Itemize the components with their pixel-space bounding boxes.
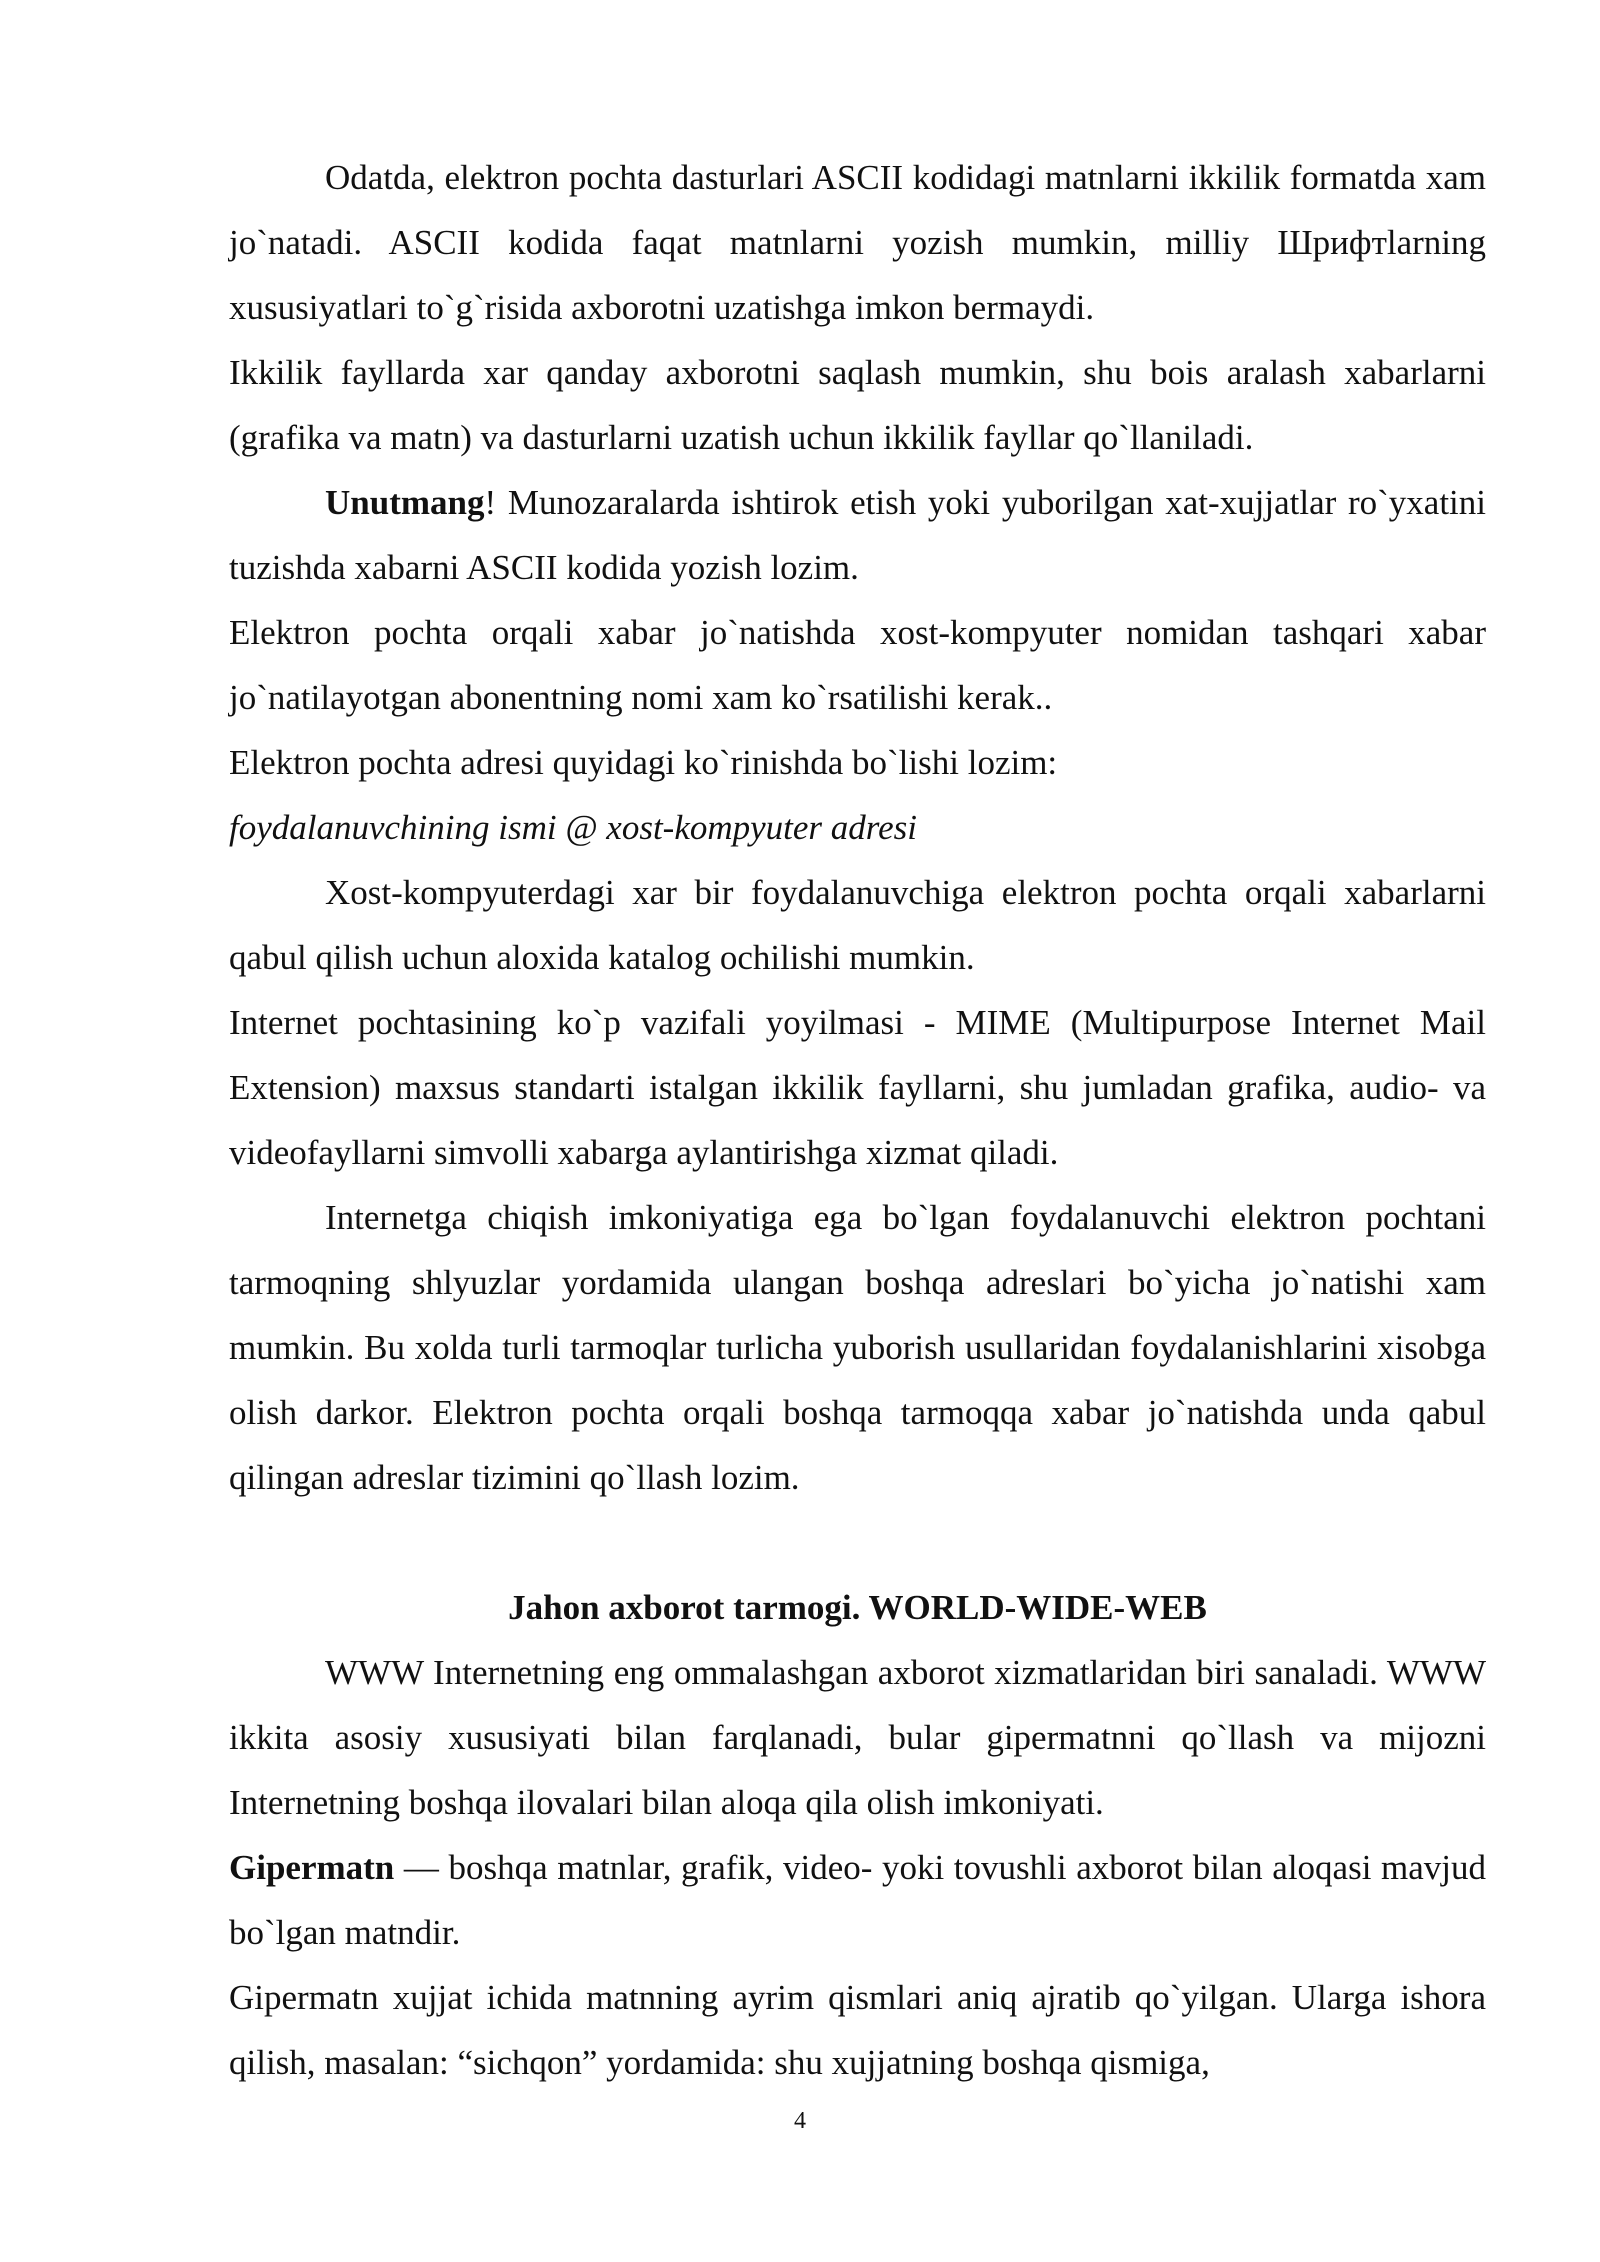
email-address-template: foydalanuvchining ismi @ xost-kompyuter adresi (229, 808, 918, 847)
section-heading: Jahon axborot tarmogi. WORLD-WIDE-WEB (508, 1588, 1207, 1627)
paragraph-ascii-formats: Odatda, elektron pochta dasturlari ASCII kodidagi matnlarni ikkilik formatda xam jo`natadi. ASCII kodida faqat matnlarni yozish mumkin, milliy Шрифтlarning xususiyatlari to`g`risida axborotni uzatishga imkon bermaydi. (229, 158, 1486, 327)
reminder-label: Unutmang (325, 483, 485, 522)
paragraph-gateways: Internetga chiqish imkoniyatiga ega bo`lgan foydalanuvchi elektron pochtani tarmoqning shlyuzlar yordamida ulangan boshqa adreslari bo`yicha jo`natishi xam mumkin. Bu xolda turli tarmoqlar turlicha yuborish usullaridan foydalanishlarini xisobga olish darkor. Elektron pochta orqali boshqa tarmoqqa xabar jo`natishda unda qabul qilingan adreslar tizimini qo`llash lozim. (229, 1198, 1486, 1497)
paragraph-user-catalog: Xost-kompyuterdagi xar bir foydalanuvchiga elektron pochta orqali xabarlarni qabul qilish uchun aloxida katalog ochilishi mumkin. (229, 873, 1486, 977)
blank-line (229, 1510, 1486, 1575)
hypertext-term: Gipermatn (229, 1848, 395, 1887)
page-number: 4 (794, 2108, 806, 2134)
paragraph-mime: Internet pochtasining ko`p vazifali yoyilmasi - MIME (Multipurpose Internet Mail Extension) maxsus standarti istalgan ikkilik fayllarni, shu jumladan grafika, audio- va videofayllarni simvolli xabarga aylantirishga xizmat qiladi. (229, 1003, 1486, 1172)
document-page (229, 145, 1486, 2095)
paragraph-hypertext-definition (229, 1835, 1486, 1965)
paragraph-hypertext-links: Gipermatn xujjat ichida matnning ayrim qismlari aniq ajratib qo`yilgan. Ularga ishora qilish, masalan: “sichqon” yordamida: shu xujjatning boshqa qismiga, (229, 1978, 1486, 2082)
paragraph-sender-name: Elektron pochta orqali xabar jo`natishda xost-kompyuter nomidan tashqari xabar jo`natilayotgan abonentning nomi xam ko`rsatilishi kerak.. (229, 613, 1486, 717)
paragraph-binary-files: Ikkilik fayllarda xar qanday axborotni saqlash mumkin, shu bois aralash xabarlarni (grafika va matn) va dasturlarni uzatish uchun ikkilik fayllar qo`llaniladi. (229, 353, 1486, 457)
reminder-text: ! Munozaralarda ishtirok etish yoki yuborilgan xat-xujjatlar ro`yxatini tuzishda xabarni ASCII kodida yozish lozim. (229, 483, 1486, 587)
paragraph-www-intro: WWW Internetning eng ommalashgan axborot xizmatlaridan biri sanaladi. WWW ikkita asosiy xususiyati bilan farqlanadi, bular gipermatnni qo`llash va mijozni Internetning boshqa ilovalari bilan aloqa qila olish imkoniyati. (229, 1653, 1486, 1822)
paragraph-address-format: Elektron pochta adresi quyidagi ko`rinishda bo`lishi lozim: (229, 743, 1058, 782)
paragraph-reminder (229, 470, 1486, 600)
hypertext-definition-text: — boshqa matnlar, grafik, video- yoki tovushli axborot bilan aloqasi mavjud bo`lgan matndir. (229, 1848, 1486, 1952)
